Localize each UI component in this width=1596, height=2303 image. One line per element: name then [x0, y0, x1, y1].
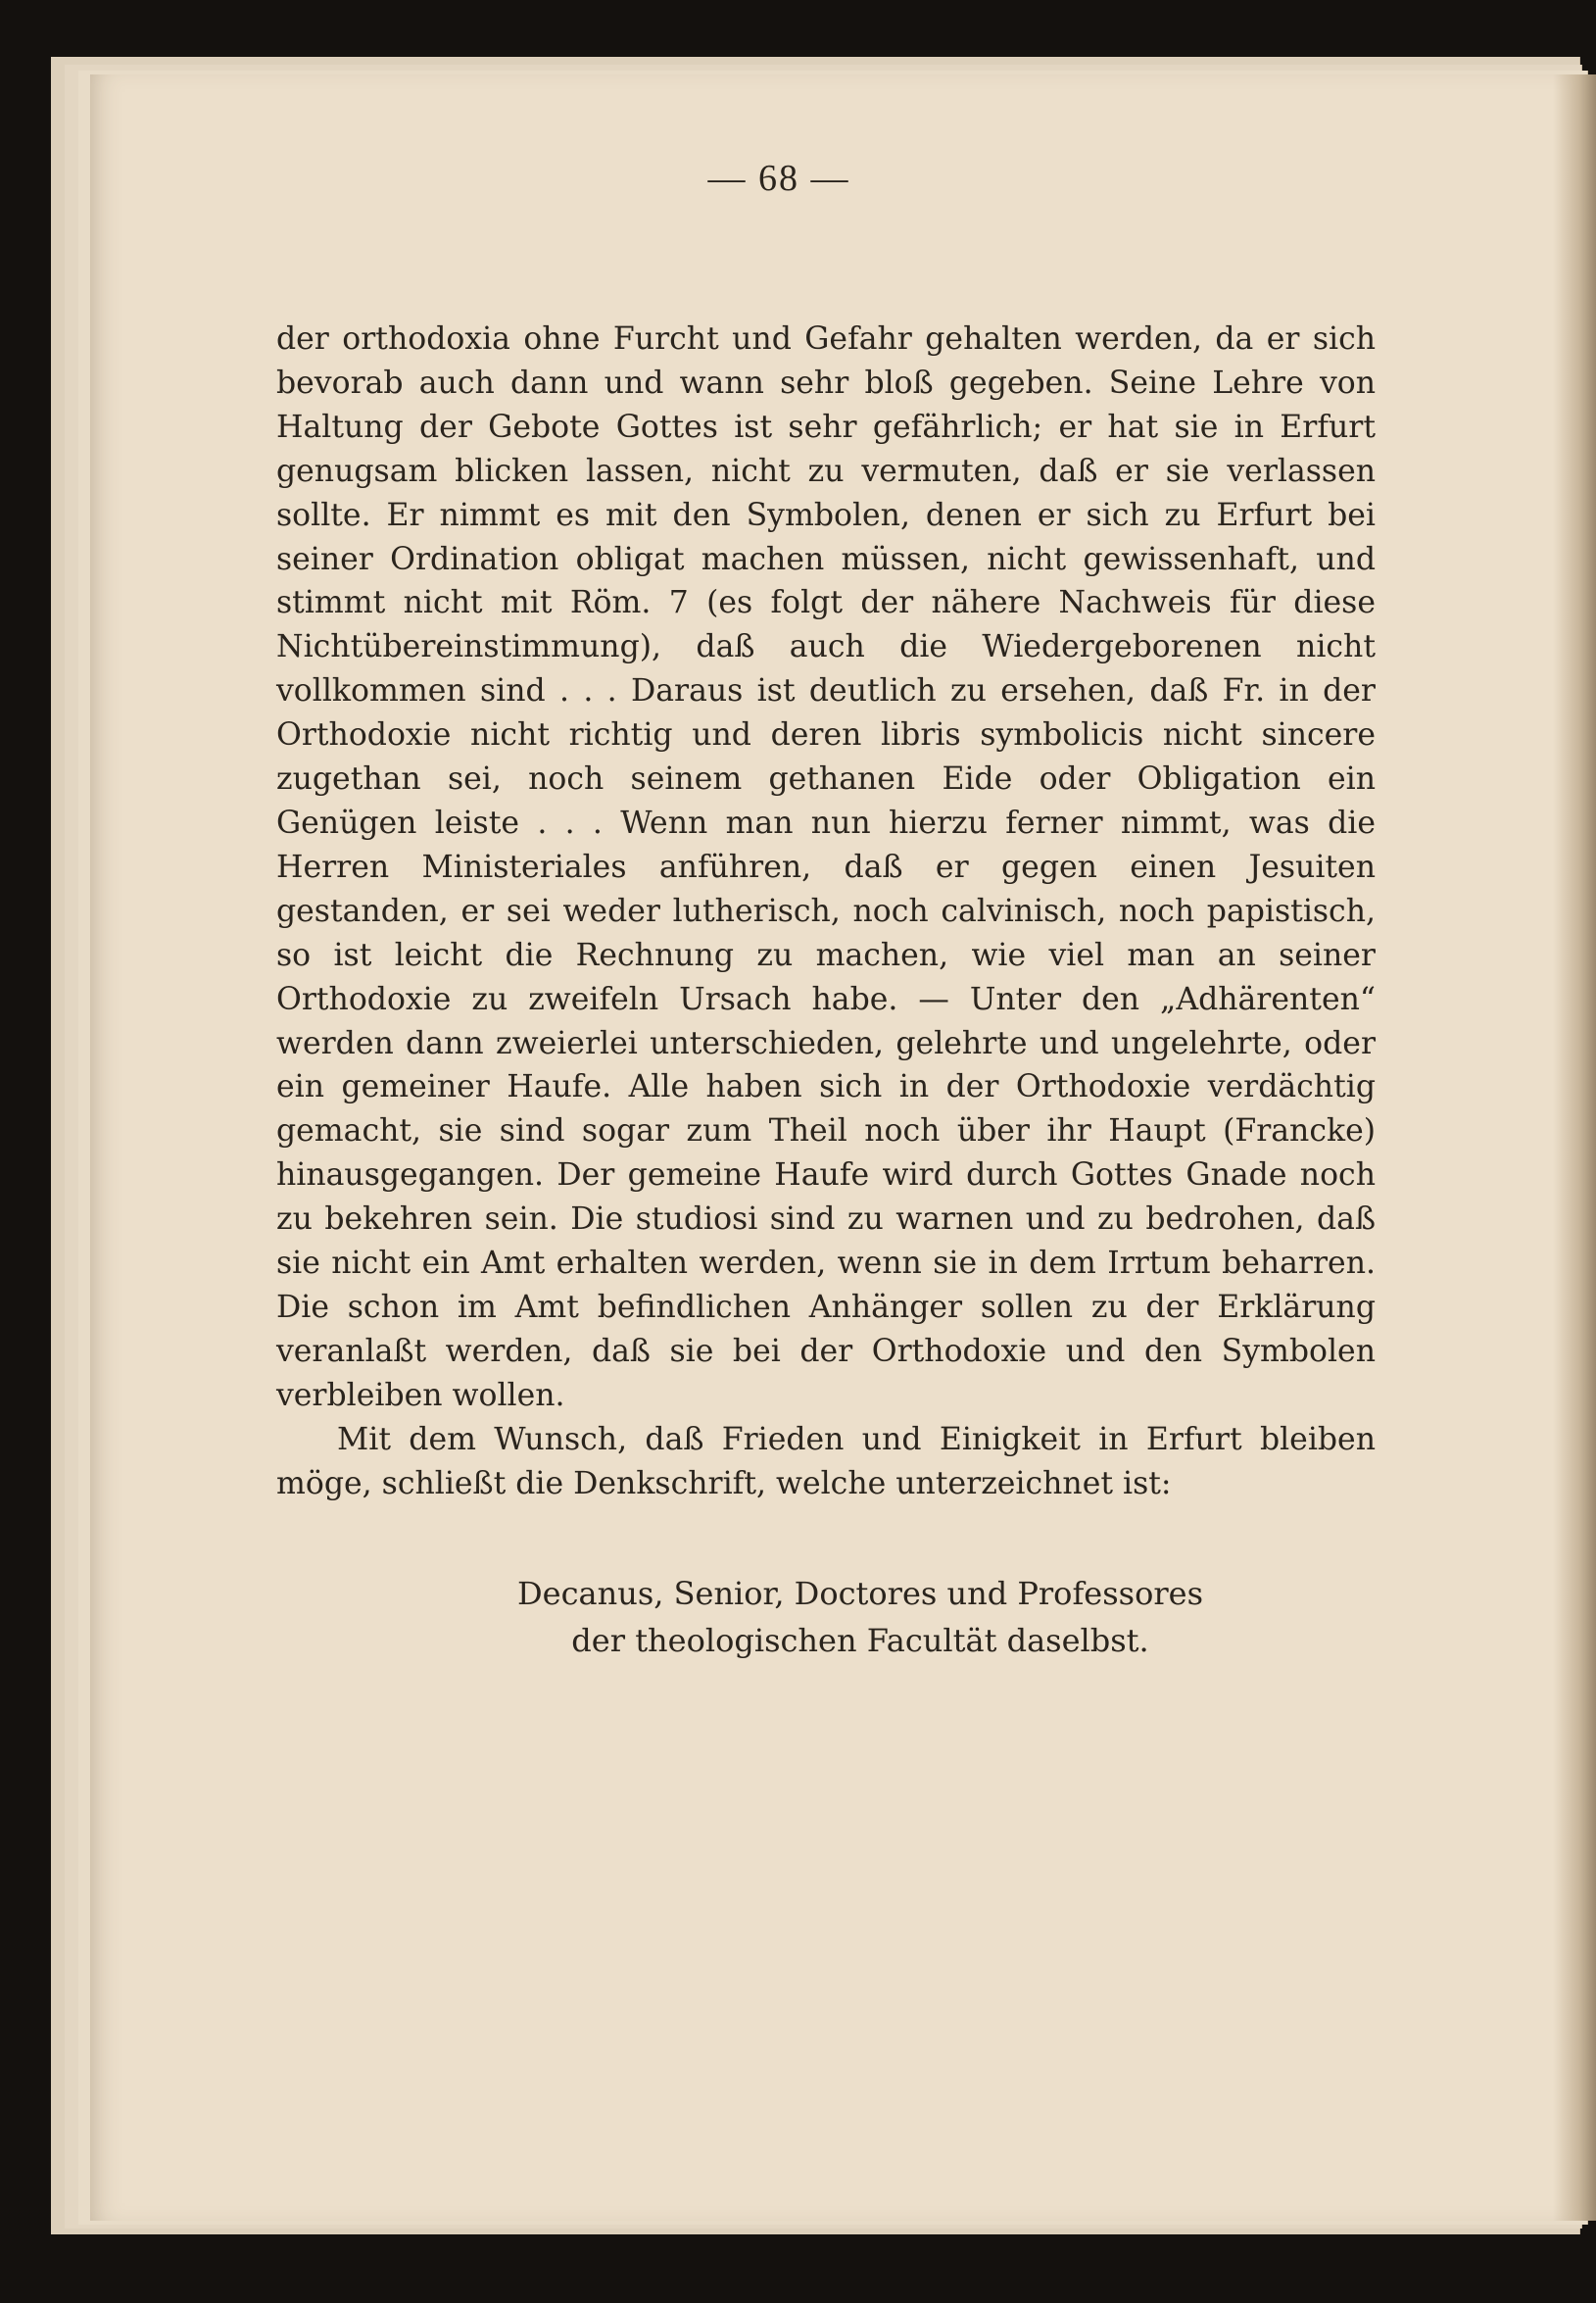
paragraph-main: der orthodoxia ohne Furcht und Gefahr gehalten werden, da er sich bevorab auch dann und wann sehr bloß gegeben. Seine Lehre von Haltung der Gebote Gottes ist sehr gefährlich; er hat sie in Erfurt genugsam blicken lassen, nicht zu vermuten, daß er sie verlassen sollte. Er nimmt es mit den Symbolen, denen er sich zu Erfurt bei seiner Ordination obligat machen müssen, nicht gewissenhaft, und stimmt nicht mit Röm. 7 (es folgt der nähere Nachweis für diese Nichtübereinstimmung), daß auch die Wiedergeborenen nicht vollkommen sind . . . Daraus ist deutlich zu ersehen, daß Fr. in der Orthodoxie nicht richtig und deren libris symbolicis nicht sincere zugethan sei, noch seinem gethanen Eide oder Obligation ein Genügen leiste . . . Wenn man nun hierzu ferner nimmt, was die Herren Ministeriales anführen, daß er gegen einen Jesuiten gestanden, er sei weder lutherisch, noch calvinisch, noch papistisch, so ist leicht die Rechnung zu machen, wie viel man an seiner Orthodoxie zu zweifeln Ursach habe. — Unter den „Adhärenten“ werden dann zweierlei unterschieden, gelehrte und ungelehrte, oder ein gemeiner Haufe. Alle haben sich in der Orthodoxie verdächtig gemacht, sie sind sogar zum Theil noch über ihr Haupt (Francke) hinausgegangen. Der gemeine Haufe wird durch Gottes Gnade noch zu bekehren sein. Die studiosi sind zu warnen und zu bedrohen, daß sie nicht ein Amt erhalten werden, wenn sie in dem Irrtum beharren. Die schon im Amt befindlichen Anhänger sollen zu der Erklärung veranlaßt werden, daß sie bei der Orthodoxie und den Symbolen verbleiben wollen.: [276, 321, 1376, 1413]
signature-line-1: Decanus, Senior, Doctores und Professores: [517, 1575, 1203, 1612]
book-gutter: [1553, 74, 1596, 2221]
paragraph-closing: Mit dem Wunsch, daß Frieden und Einigkeit in Erfurt bleiben möge, schließt die Denkschrift, welche unterzeichnet ist:: [276, 1421, 1376, 1501]
page-number: — 68 —: [707, 158, 850, 199]
body-text: [276, 318, 1376, 1505]
signature-block: [276, 1570, 1376, 1664]
signature-line-2: der theologischen Facultät daselbst.: [571, 1622, 1149, 1659]
